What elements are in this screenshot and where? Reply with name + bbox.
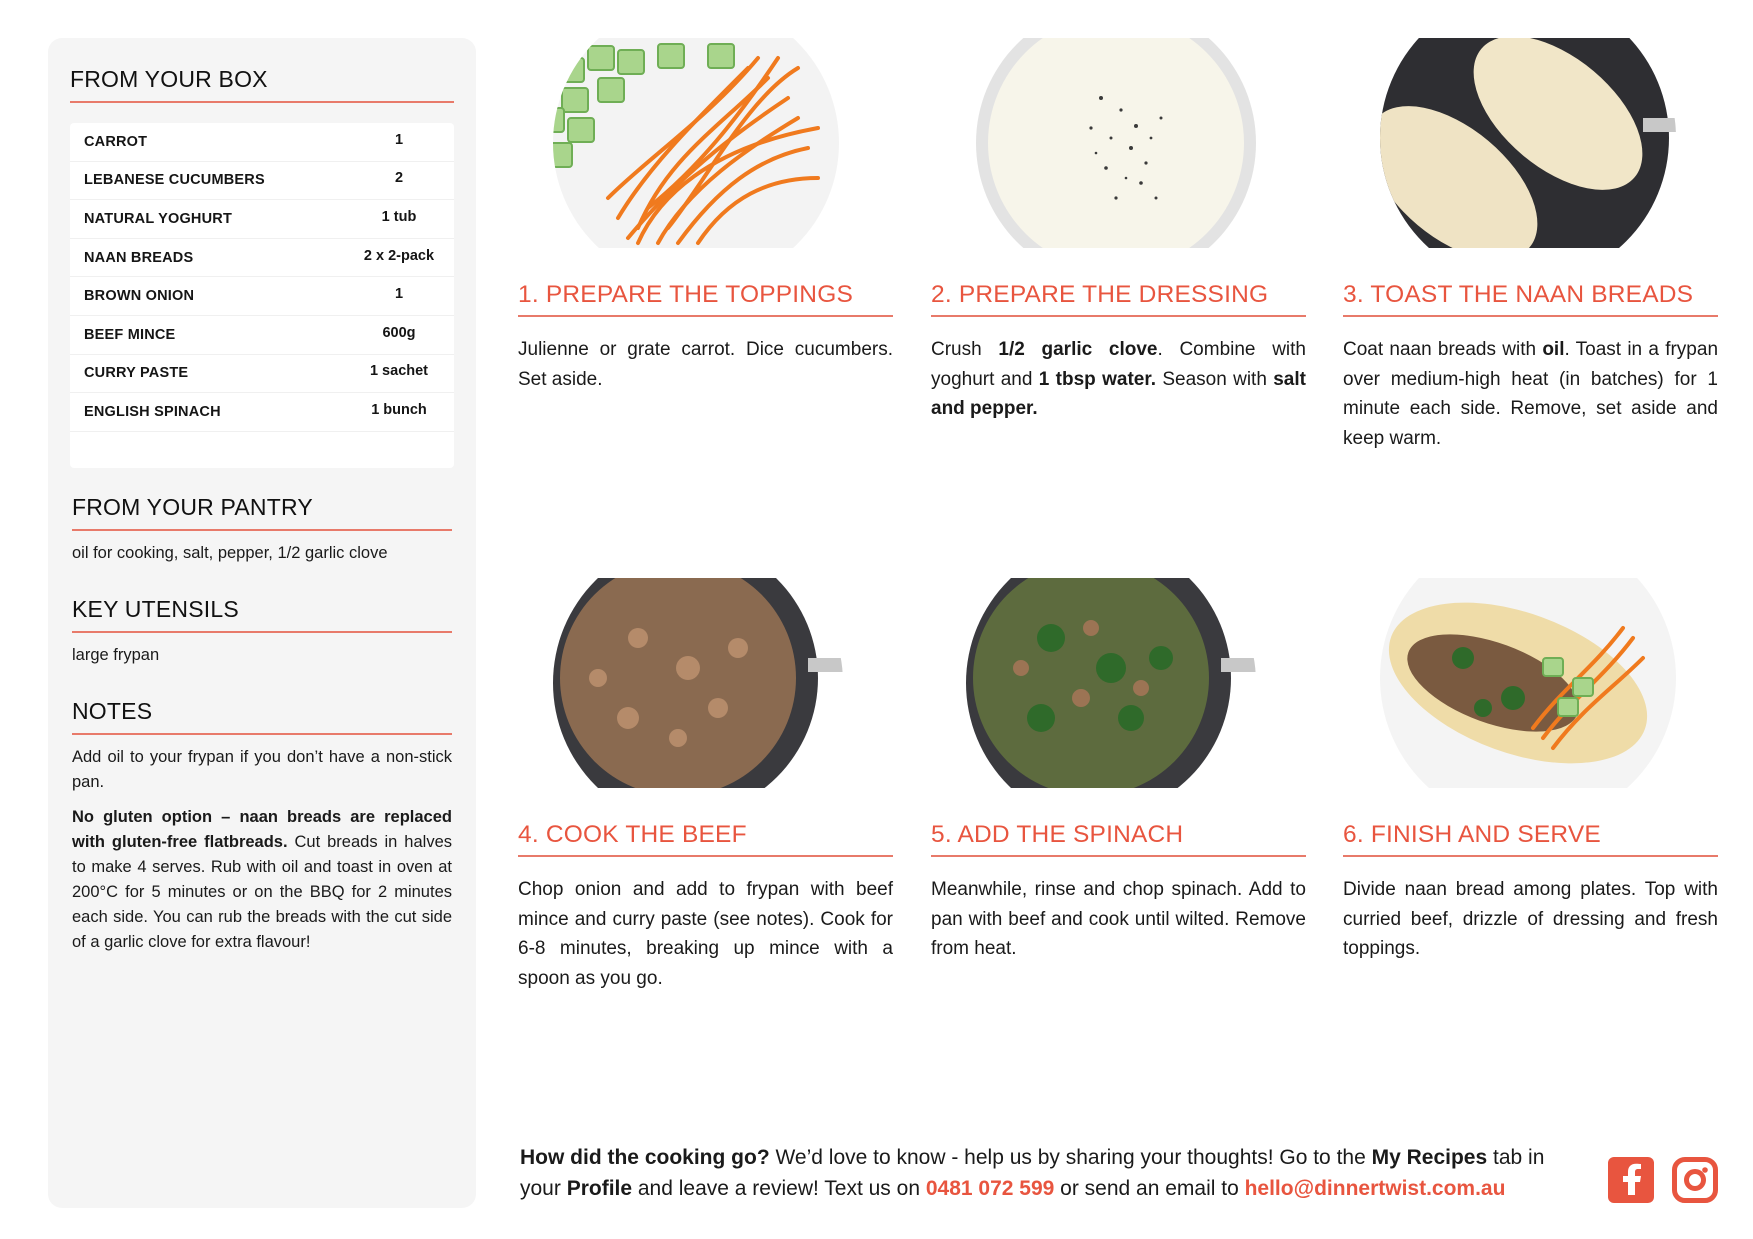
facebook-icon[interactable] bbox=[1608, 1157, 1654, 1203]
step-title: 1. PREPARE THE TOPPINGS bbox=[518, 281, 893, 317]
step-instructions bbox=[1343, 335, 1718, 453]
ingredient-qty: 1 bbox=[394, 131, 404, 148]
footer-lead: How did the cooking go? bbox=[520, 1146, 770, 1169]
ingredient-name: ENGLISH SPINACH bbox=[84, 403, 221, 420]
table-row bbox=[70, 393, 454, 432]
table-row bbox=[70, 316, 454, 355]
instagram-icon[interactable] bbox=[1672, 1157, 1718, 1203]
table-row bbox=[70, 277, 454, 316]
ingredient-name: BROWN ONION bbox=[84, 288, 195, 305]
ingredient-qty: 1 tub bbox=[381, 208, 417, 225]
utensils-section bbox=[70, 596, 454, 668]
yoghurt-dressing-photo bbox=[931, 38, 1306, 248]
ingredient-qty: 600g bbox=[382, 324, 416, 341]
step-2 bbox=[931, 38, 1306, 424]
step-instructions bbox=[518, 875, 893, 993]
step-instructions bbox=[1343, 875, 1718, 964]
step-title: 2. PREPARE THE DRESSING bbox=[931, 281, 1306, 317]
table-row bbox=[70, 162, 454, 201]
ingredient-name: CARROT bbox=[84, 133, 148, 150]
step-3 bbox=[1343, 38, 1718, 453]
step-text: . Combine with yoghurt and bbox=[931, 339, 1306, 390]
beef-spinach-pan-photo bbox=[931, 578, 1306, 788]
naan-frypan-photo bbox=[1343, 38, 1718, 248]
plated-naan-photo bbox=[1343, 578, 1718, 788]
step-5 bbox=[931, 578, 1306, 964]
footer-text: tab in your bbox=[520, 1146, 1545, 1200]
footer-text: and leave a review! Text us on bbox=[632, 1177, 926, 1200]
ingredients-panel bbox=[48, 38, 476, 1208]
ingredient-qty: 2 x 2-pack bbox=[363, 247, 435, 264]
step-text: Season with bbox=[1155, 368, 1274, 390]
ingredient-name: LEBANESE CUCUMBERS bbox=[84, 172, 265, 189]
notes-gluten-bold: No gluten option – naan breads are replaced with gluten-free flatbreads. bbox=[72, 807, 452, 851]
box-ingredients-table bbox=[70, 123, 454, 468]
step-text: Julienne or grate carrot. Dice cucumbers. Set aside. bbox=[518, 339, 893, 390]
footer-text: We’d love to know - help us by sharing your thoughts! Go to the bbox=[769, 1146, 1372, 1169]
table-row bbox=[70, 200, 454, 239]
email-link[interactable]: hello@dinnertwist.com.au bbox=[1244, 1177, 1506, 1200]
step-text-bold: salt and pepper. bbox=[931, 368, 1306, 419]
step-title: 6. FINISH AND SERVE bbox=[1343, 821, 1718, 857]
carrot-cucumber-photo bbox=[518, 38, 893, 248]
step-text: Meanwhile, rinse and chop spinach. Add to pan with beef and cook until wilted. Remove from heat. bbox=[931, 879, 1306, 959]
notes-paragraph-1: Add oil to your frypan if you don’t have a non-stick pan. bbox=[72, 747, 452, 791]
ingredient-name: BEEF MINCE bbox=[84, 326, 176, 343]
step-title: 3. TOAST THE NAAN BREADS bbox=[1343, 281, 1718, 317]
step-text-bold: 1 tbsp water. bbox=[1038, 368, 1156, 390]
beef-mince-pan-photo bbox=[518, 578, 893, 788]
step-instructions bbox=[518, 335, 893, 394]
notes-title: NOTES bbox=[72, 698, 452, 735]
table-row bbox=[70, 355, 454, 394]
step-text-bold: oil bbox=[1542, 339, 1565, 360]
notes-paragraph-2 bbox=[72, 805, 452, 955]
pantry-title: FROM YOUR PANTRY bbox=[72, 494, 452, 531]
table-row bbox=[70, 239, 454, 278]
footer-my-recipes: My Recipes bbox=[1371, 1146, 1488, 1169]
step-1 bbox=[518, 38, 893, 394]
feedback-footer bbox=[520, 1142, 1570, 1204]
box-title: FROM YOUR BOX bbox=[70, 66, 454, 103]
pantry-text: oil for cooking, salt, pepper, 1/2 garlic clove bbox=[72, 543, 388, 562]
step-text-bold: 1/2 garlic clove bbox=[998, 339, 1158, 360]
notes-section bbox=[70, 698, 454, 955]
phone-link[interactable]: 0481 072 599 bbox=[925, 1177, 1055, 1200]
footer-profile: Profile bbox=[566, 1177, 633, 1200]
step-4 bbox=[518, 578, 893, 993]
ingredient-qty: 1 sachet bbox=[369, 363, 429, 380]
step-text: Divide naan bread among plates. Top with curried beef, drizzle of dressing and fresh toppings. bbox=[1343, 879, 1718, 959]
step-instructions bbox=[931, 335, 1306, 424]
ingredient-qty: 1 bbox=[394, 286, 404, 303]
notes-gluten-text: Cut breads in halves to make 4 serves. Rub with oil and toast in oven at 200°C for 5 minutes or on the BBQ for 2 minutes each side. You can rub the breads with the cut side of a garlic clove for extra flavour! bbox=[72, 832, 452, 951]
pantry-section bbox=[70, 494, 454, 566]
ingredient-name: NAAN BREADS bbox=[84, 249, 194, 266]
footer-text: or send an email to bbox=[1054, 1177, 1245, 1200]
step-instructions bbox=[931, 875, 1306, 964]
ingredient-name: CURRY PASTE bbox=[84, 365, 189, 382]
step-text: Chop onion and add to frypan with beef mince and curry paste (see notes). Cook for 6-8 minutes, breaking up mince with a spoon as you go. bbox=[518, 879, 893, 989]
step-text: Coat naan breads with bbox=[1343, 339, 1543, 360]
step-title: 5. ADD THE SPINACH bbox=[931, 821, 1306, 857]
utensils-text: large frypan bbox=[72, 645, 160, 664]
step-text: . Toast in a frypan over medium-high heat (in batches) for 1 minute each side. Remove, set aside and keep warm. bbox=[1343, 339, 1719, 449]
step-text: Crush bbox=[931, 339, 999, 360]
step-title: 4. COOK THE BEEF bbox=[518, 821, 893, 857]
ingredient-qty: 2 bbox=[394, 170, 404, 187]
utensils-title: KEY UTENSILS bbox=[72, 596, 452, 633]
step-6 bbox=[1343, 578, 1718, 964]
table-row bbox=[70, 123, 454, 162]
ingredient-name: NATURAL YOGHURT bbox=[84, 210, 232, 227]
ingredient-qty: 1 bunch bbox=[371, 401, 427, 418]
